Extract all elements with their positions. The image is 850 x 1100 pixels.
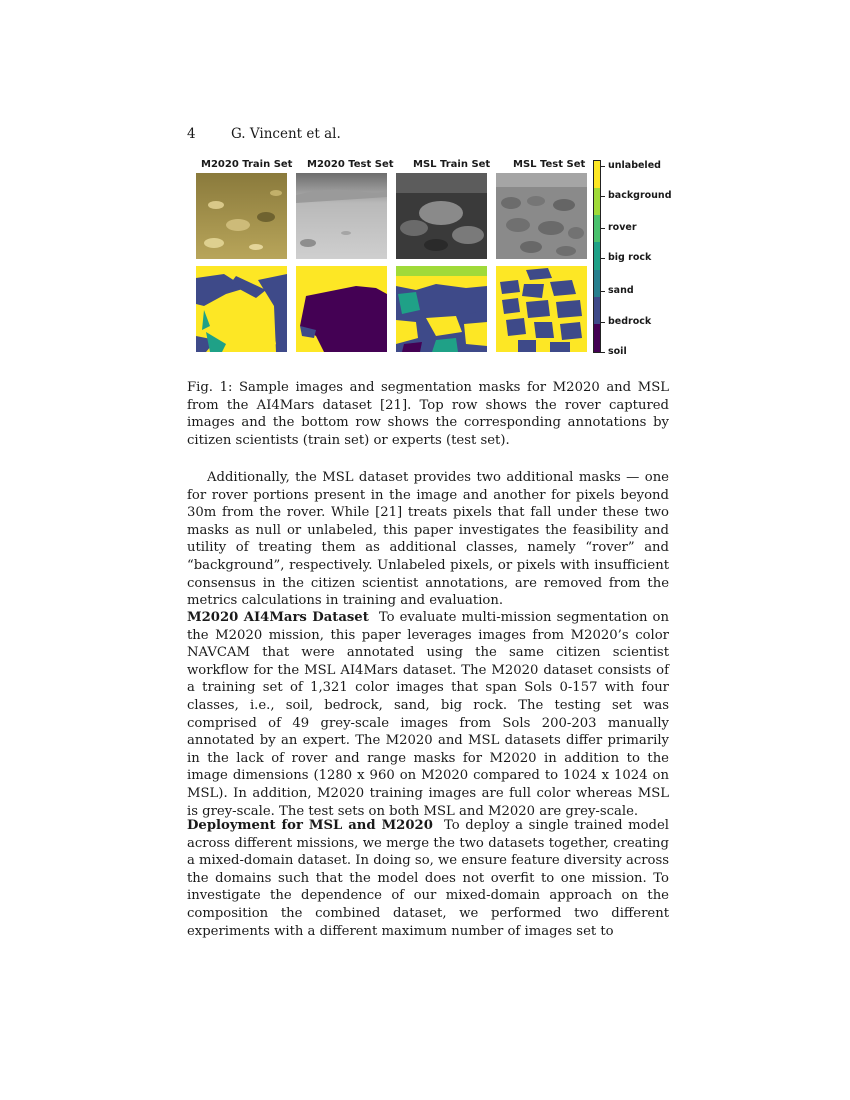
figure-1 [193, 158, 672, 363]
column-title-m2020-train: M2020 Train Set [201, 159, 293, 170]
class-colorbar [593, 160, 601, 353]
paragraph-m2020-dataset [187, 609, 669, 820]
colorbar-label-bedrock: bedrock [608, 316, 652, 327]
paragraph-deployment [187, 817, 669, 940]
m2020-train-mask [196, 266, 287, 352]
figure-caption: Fig. 1: Sample images and segmentation masks for M2020 and MSL from the AI4Mars dataset [21]. Top row shows the rover captured images and the bottom row shows the corresponding annotations by citizen scientists (train set) or experts (test set). [187, 380, 669, 448]
colorbar-label-rover: rover [608, 222, 637, 233]
running-authors: G. Vincent et al. [231, 126, 341, 142]
paragraph-deployment-text: To deploy a single trained model across different missions, we merge the two datasets together, creating a mixed-domain dataset. In doing so, we ensure feature diversity across the domains such that the model does not overfit to one mission. To investigate the dependence of our mixed-domain approach on the composition the combined dataset, we performed two different experiments with a different maximum number of images set to [187, 818, 669, 939]
msl-train-mask [396, 266, 487, 352]
paragraph-m2020-text: To evaluate multi-mission segmentation on the M2020 mission, this paper leverages images from M2020’s color NAVCAM that were annotated using the same citizen scientist workflow for the MSL AI4Mars dataset. The M2020 dataset consists of a training set of 1,321 color images that span Sols 0-157 with four classes, i.e., soil, bedrock, sand, big rock. The testing set was comprised of 49 grey-scale images from Sols 200-203 manually annotated by an expert. The M2020 and MSL datasets differ primarily in the lack of rover and range masks for M2020 in addition to the image dimensions (1280 x 960 on M2020 compared to 1024 x 1024 on MSL). In addition, M2020 training images are full color whereas MSL is grey-scale. The test sets on both MSL and M2020 are grey-scale. [187, 610, 669, 819]
section-heading-m2020: M2020 AI4Mars Dataset [187, 610, 369, 625]
column-title-msl-train: MSL Train Set [413, 159, 491, 170]
page-number: 4 [187, 126, 196, 142]
colorbar-label-unlabeled: unlabeled [608, 160, 661, 171]
msl-test-photo [496, 173, 587, 259]
section-heading-deployment: Deployment for MSL and M2020 [187, 818, 433, 833]
colorbar-label-big-rock: big rock [608, 252, 652, 263]
m2020-test-photo [296, 173, 387, 259]
m2020-train-photo [196, 173, 287, 259]
m2020-test-mask [296, 266, 387, 352]
column-title-msl-test: MSL Test Set [513, 159, 586, 170]
colorbar-label-background: background [608, 190, 672, 201]
page-header [187, 126, 341, 142]
paragraph-masks: Additionally, the MSL dataset provides two additional masks — one for rover portions present in the image and another for pixels beyond 30m from the rover. While [21] treats pixels that fall under these two masks as null or unlabeled, this paper investigates the feasibility and utility of treating them as additional classes, namely “rover” and “background”, respectively. Unlabeled pixels, or pixels with insufficient consensus in the citizen scientist annotations, are removed from the metrics calculations in training and evaluation. [187, 470, 669, 609]
column-title-m2020-test: M2020 Test Set [307, 159, 394, 170]
msl-train-photo [396, 173, 487, 259]
colorbar-label-sand: sand [608, 285, 634, 296]
msl-test-mask [496, 266, 587, 352]
colorbar-label-soil: soil [608, 346, 627, 357]
